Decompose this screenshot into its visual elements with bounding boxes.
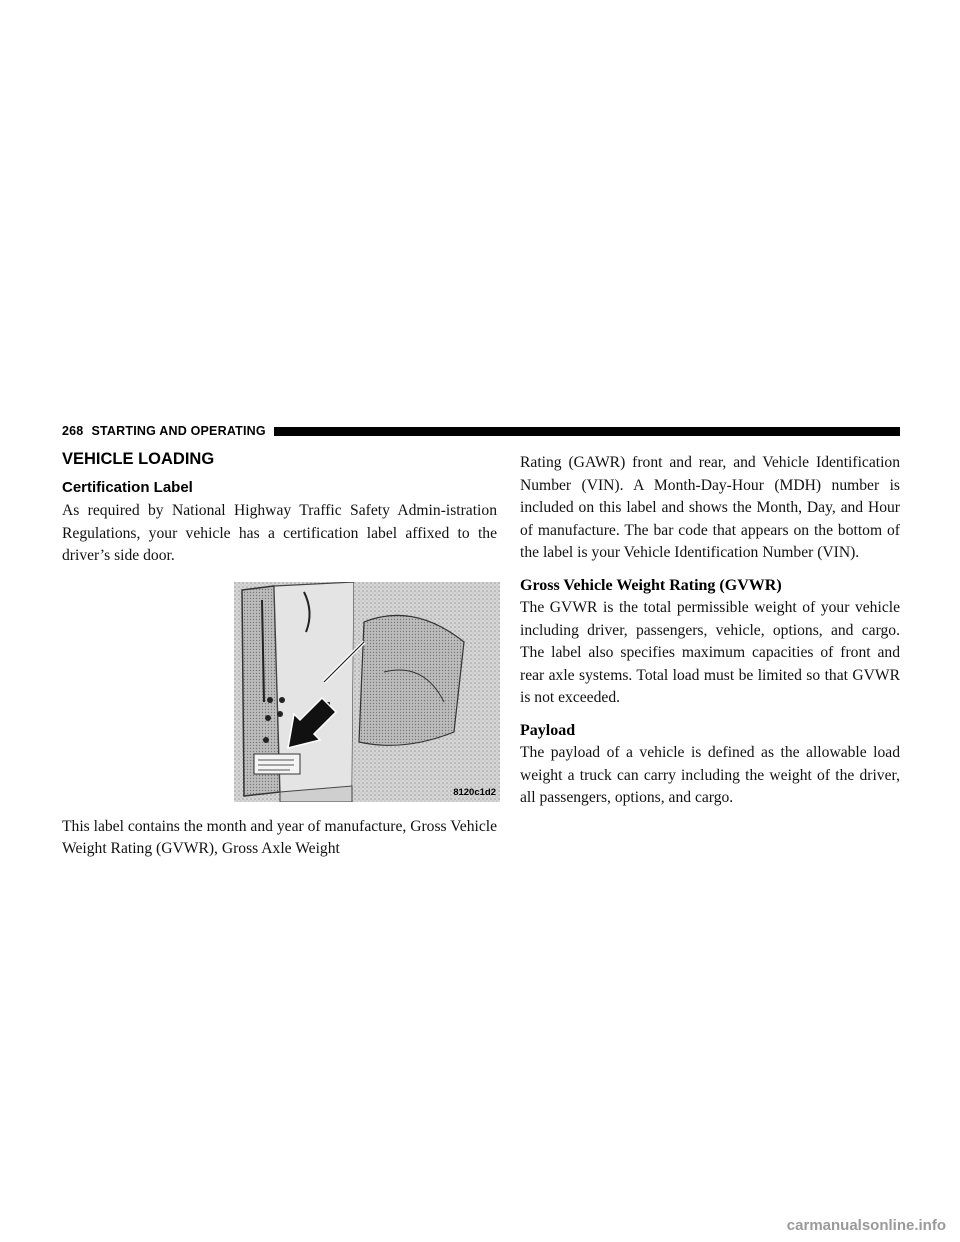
page-number: 268: [62, 424, 84, 438]
page-header: [62, 424, 900, 438]
right-column: [520, 452, 900, 810]
watermark: carmanualsonline.info: [786, 1217, 946, 1234]
certification-intro-text: As required by National Highway Traffic Safety Admin-istration Regulations, your vehicle has a certification label affixed to the driver’s side door.: [62, 502, 497, 565]
label-contents-text: This label contains the month and year of manufacture, Gross Vehicle Weight Rating (GVWR), Gross Axle Weight: [62, 817, 497, 858]
gvwr-text: The GVWR is the total permissible weight of your vehicle including driver, passengers, vehicle, options, and cargo. The label also specifies maximum capacities of front and rear axle systems. Total load must be limited so that GVWR is not exceeded.: [520, 598, 900, 707]
certification-label-heading: Certification Label: [62, 479, 193, 496]
label-contents-continued-text: Rating (GAWR) front and rear, and Vehicle Identification Number (VIN). A Month-Day-Hour (MDH) number is included on this label and shows the Month, Day, and Hour of manufacture. The bar code that appears on the bottom of the label is your Vehicle Identification Number (VIN).: [520, 454, 900, 562]
payload-text: The payload of a vehicle is defined as the allowable load weight a truck can carry including the weight of the driver, all passengers, options, and cargo.: [520, 743, 900, 807]
door-illustration-drawing: [234, 582, 500, 802]
header-rule: [274, 427, 900, 436]
payload-heading: Payload: [520, 721, 576, 739]
gvwr-heading: Gross Vehicle Weight Rating (GVWR): [520, 576, 782, 594]
section-heading: VEHICLE LOADING: [62, 450, 215, 468]
door-label-illustration: [234, 582, 500, 802]
left-column: [62, 450, 497, 861]
section-title: STARTING AND OPERATING: [91, 424, 266, 438]
figure-code: 8120c1d2: [453, 786, 496, 798]
